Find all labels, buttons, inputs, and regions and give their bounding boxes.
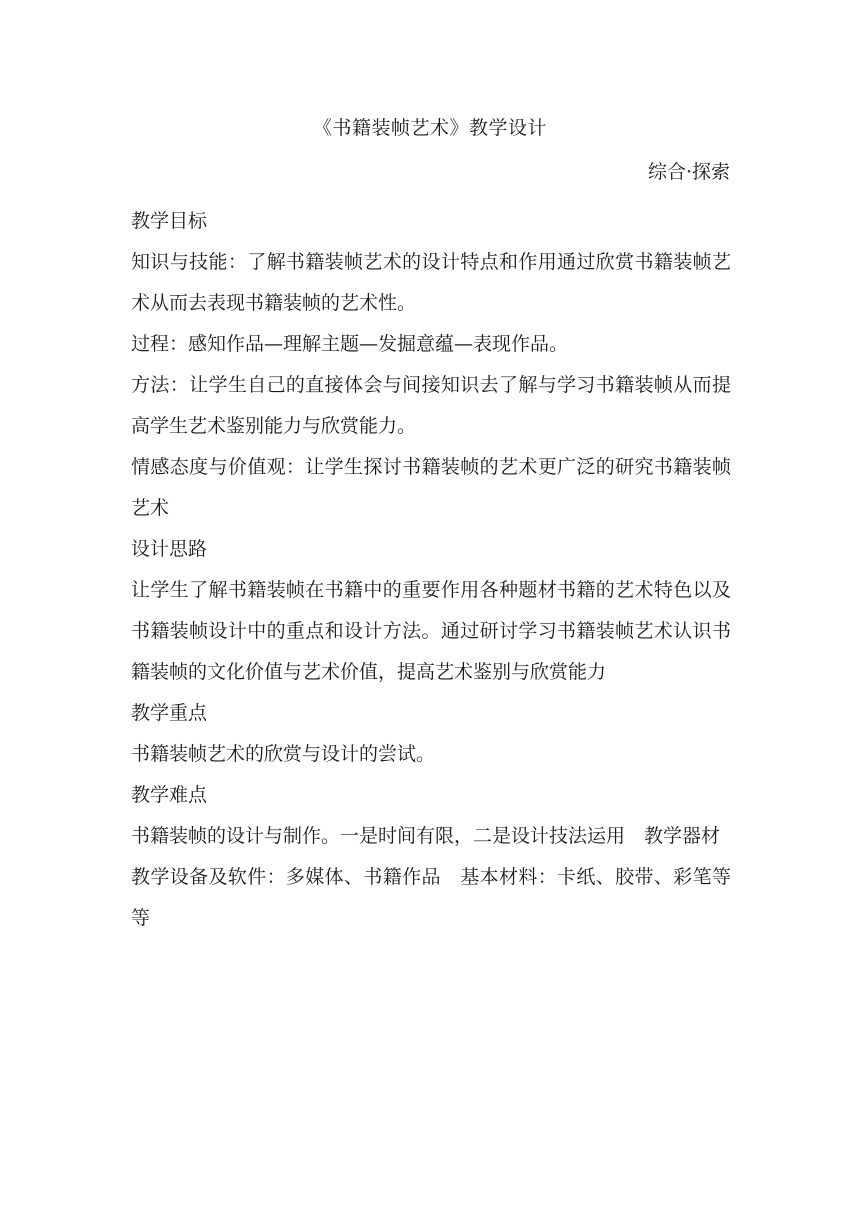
paragraph-process: 过程：感知作品—理解主题—发掘意蕴—表现作品。 [131, 333, 569, 355]
section-heading-design-idea: 设计思路 [131, 538, 208, 560]
paragraph-difficulties: 书籍装帧的设计与制作。一是时间有限，二是设计技法运用 教学器材 [131, 825, 721, 847]
paragraph-design-idea: 让学生了解书籍装帧在书籍中的重要作用各种题材书籍的艺术特色以及书籍装帧设计中的重点和设计方法。通过研讨学习书籍装帧艺术认识书籍装帧的文化价值与艺术价值，提高艺术鉴别与欣赏能力 [131, 579, 731, 683]
document-body [131, 201, 731, 939]
section-heading-teaching-goals: 教学目标 [131, 210, 208, 232]
document-subtitle: 综合·探索 [647, 161, 730, 183]
paragraph-equipment: 教学设备及软件：多媒体、书籍作品 基本材料：卡纸、胶带、彩笔等等 [131, 866, 731, 929]
paragraph-knowledge-skills: 知识与技能：了解书籍装帧艺术的设计特点和作用通过欣赏书籍装帧艺术从而去表现书籍装帧的艺术性。 [131, 251, 731, 314]
paragraph-emotion-values: 情感态度与价值观：让学生探讨书籍装帧的艺术更广泛的研究书籍装帧艺术 [131, 456, 731, 519]
paragraph-method: 方法：让学生自己的直接体会与间接知识去了解与学习书籍装帧从而提高学生艺术鉴别能力与欣赏能力。 [131, 374, 731, 437]
section-heading-difficulties: 教学难点 [131, 784, 208, 806]
document-title: 《书籍装帧艺术》教学设计 [312, 117, 547, 139]
paragraph-key-points: 书籍装帧艺术的欣赏与设计的尝试。 [131, 743, 436, 765]
section-heading-key-points: 教学重点 [131, 702, 208, 724]
